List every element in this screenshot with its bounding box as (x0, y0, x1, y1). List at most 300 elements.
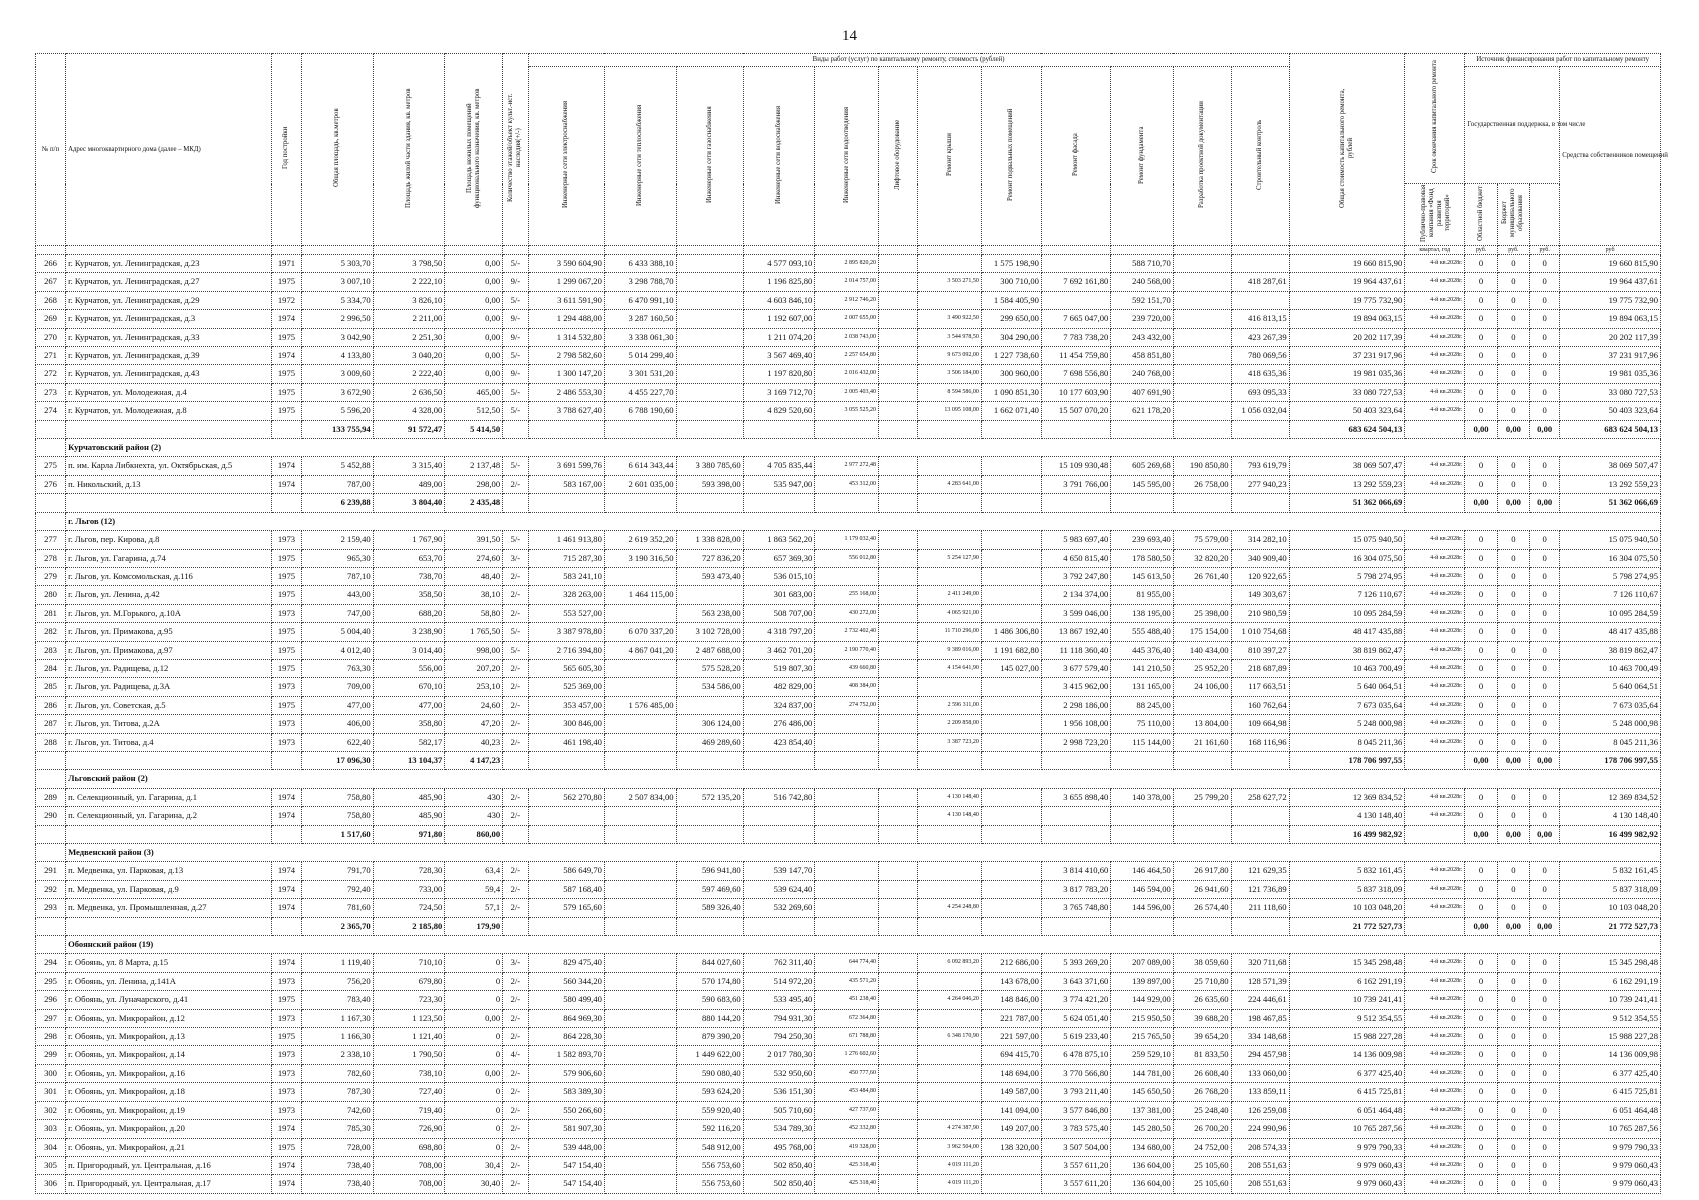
cell-address: г. Курчатов, ул. Ленинградская, д.27 (66, 273, 272, 291)
cell-fund: 0 (1465, 1175, 1497, 1193)
cell-value: 57,1 (445, 899, 503, 917)
cell-no: 270 (36, 328, 66, 346)
cell-fund: 0 (1530, 457, 1560, 475)
cell-value: 708,00 (373, 1156, 445, 1174)
unit-fund-2: руб. (1530, 246, 1560, 255)
cell-address: г. Обоянь, ул. Микрорайон, д.14 (66, 1046, 272, 1064)
cell-value: 575 528,20 (676, 659, 743, 677)
cell-fund: 0 (1530, 1101, 1560, 1119)
cell-value (604, 807, 676, 825)
table-row (36, 641, 1661, 659)
cell-value: 589 326,40 (676, 899, 743, 917)
cell-value: 10 765 287,56 (1289, 1120, 1405, 1138)
cell-value: 694 415,70 (981, 1046, 1041, 1064)
cell-value (1231, 917, 1289, 935)
table-row (36, 788, 1661, 806)
cell-value: 593 473,40 (676, 567, 743, 585)
cell-value: 555 488,40 (1111, 623, 1173, 641)
cell-fund: 0 (1465, 696, 1497, 714)
cell-value: 2 017 780,30 (743, 1046, 815, 1064)
header-work-3: Инженерные сети водоснабжения (743, 67, 815, 246)
table-row (36, 273, 1661, 291)
cell-year: 1973 (271, 972, 301, 990)
cell-floors: 5/- (503, 531, 528, 549)
cell-value (981, 678, 1041, 696)
district-heading-row (36, 512, 1661, 530)
cell-year: 1973 (271, 1064, 301, 1082)
cell-fund: 0 (1465, 586, 1497, 604)
cell-value: 3 055 525,20 (815, 402, 879, 420)
cell-value (604, 420, 676, 438)
cell-value (878, 954, 917, 972)
cell-fund: 0 (1465, 972, 1497, 990)
cell-value: 133 755,94 (301, 420, 373, 438)
cell-value (878, 347, 917, 365)
cell-fund: 0 (1465, 255, 1497, 273)
cell-value: 2 222,10 (373, 273, 445, 291)
cell-address: г. Курчатов, ул. Ленинградская, д.23 (66, 255, 272, 273)
cell-value: 3 590 604,90 (528, 255, 604, 273)
cell-floors: 5/- (503, 383, 528, 401)
cell-value: 145 650,50 (1111, 1083, 1173, 1101)
cell-year: 1975 (271, 273, 301, 291)
cell-deadline: 4-й кв.2028г. (1405, 549, 1465, 567)
district-heading-row (36, 936, 1661, 954)
table-row (36, 696, 1661, 714)
cell-value: 207 089,00 (1111, 954, 1173, 972)
cell-value: 0 (445, 1138, 503, 1156)
cell-fund: 0 (1465, 1156, 1497, 1174)
cell-year: 1975 (271, 586, 301, 604)
cell-value: 3 503 271,50 (918, 273, 982, 291)
table-row (36, 255, 1661, 273)
cell-address: г. Обоянь, ул. Микрорайон, д.19 (66, 1101, 272, 1119)
cell-fund: 0 (1497, 733, 1529, 751)
table-row (36, 954, 1661, 972)
cell-value: 175 154,00 (1173, 623, 1231, 641)
cell-value: 560 344,20 (528, 972, 604, 990)
cell-value: 782,60 (301, 1064, 373, 1082)
cell-deadline: 4-й кв.2028г. (1405, 678, 1465, 696)
cell-floors: 2/- (503, 696, 528, 714)
cell-value: 580 499,40 (528, 991, 604, 1009)
cell-no: 301 (36, 1083, 66, 1101)
cell-no: 281 (36, 604, 66, 622)
cell-value (878, 623, 917, 641)
cell-fund: 0,00 (1465, 420, 1497, 438)
cell-value: 208 551,63 (1231, 1156, 1289, 1174)
cell-value: 75 110,00 (1111, 715, 1173, 733)
cell-value: 0 (445, 1120, 503, 1138)
cell-fund: 0 (1465, 1138, 1497, 1156)
cell-value (1173, 825, 1231, 843)
cell-value: 358,80 (373, 715, 445, 733)
cell-value: 758,80 (301, 788, 373, 806)
cell-value: 1 575 198,90 (981, 255, 1041, 273)
cell-value: 7 692 161,80 (1041, 273, 1110, 291)
cell-value: 2 895 820,20 (815, 255, 879, 273)
cell-value (878, 604, 917, 622)
cell-value: 3 490 922,50 (918, 310, 982, 328)
cell-value: 445 376,40 (1111, 641, 1173, 659)
cell-fund: 0 (1530, 273, 1560, 291)
cell-year: 1974 (271, 807, 301, 825)
cell-value: 416 813,15 (1231, 310, 1289, 328)
cell-value: 3 677 579,40 (1041, 659, 1110, 677)
cell-value: 19 964 437,61 (1560, 273, 1661, 291)
cell-deadline: 4-й кв.2028г. (1405, 347, 1465, 365)
cell-year: 1975 (271, 641, 301, 659)
cell-value: 3 301 531,20 (604, 365, 676, 383)
cell-value: 25 952,20 (1173, 659, 1231, 677)
cell-value (878, 880, 917, 898)
cell-fund: 0,00 (1497, 751, 1529, 769)
cell-value: 208 574,33 (1231, 1138, 1289, 1156)
cell-value: 9 389 016,00 (918, 641, 982, 659)
cell-fund: 0 (1497, 862, 1529, 880)
cell-fund: 0 (1530, 1156, 1560, 1174)
cell-value: 0,00 (445, 291, 503, 309)
cell-fund: 0 (1530, 604, 1560, 622)
cell-fund: 0 (1465, 880, 1497, 898)
cell-address: г. Обоянь, ул. Микрорайон, д.16 (66, 1064, 272, 1082)
cell-value: 144 596,00 (1111, 899, 1173, 917)
cell-value: 208 551,63 (1231, 1175, 1289, 1193)
cell-no: 291 (36, 862, 66, 880)
cell-value: 3 380 785,60 (676, 457, 743, 475)
cell-fund: 0 (1497, 1064, 1529, 1082)
cell-value (815, 862, 879, 880)
cell-no: 295 (36, 972, 66, 990)
cell-value (815, 733, 879, 751)
cell-value: 7 698 556,80 (1041, 365, 1110, 383)
cell-value: 0 (445, 991, 503, 1009)
cell-value (676, 402, 743, 420)
header-nonres-area: Площадь нежилых помещений функционального назначения, кв. метров (445, 54, 503, 246)
cell-value: 3 102 728,00 (676, 623, 743, 641)
cell-address (66, 917, 272, 935)
cell-fund: 0 (1497, 1156, 1529, 1174)
cell-value (1173, 328, 1231, 346)
cell-value (1231, 807, 1289, 825)
cell-value: 458 851,80 (1111, 347, 1173, 365)
cell-value (878, 1156, 917, 1174)
cell-floors: 2/- (503, 475, 528, 493)
cell-fund: 0,00 (1465, 917, 1497, 935)
cell-value: 300 960,00 (981, 365, 1041, 383)
cell-value: 622,40 (301, 733, 373, 751)
cell-value: 274 752,00 (815, 696, 879, 714)
cell-value: 439 660,80 (815, 659, 879, 677)
cell-value: 3 009,60 (301, 365, 373, 383)
cell-year: 1975 (271, 402, 301, 420)
cell-value: 489,00 (373, 475, 445, 493)
cell-value: 502 850,40 (743, 1175, 815, 1193)
cell-value: 671 788,80 (815, 1028, 879, 1046)
cell-value (815, 899, 879, 917)
cell-address: г. Обоянь, ул. Луначарского, д.41 (66, 991, 272, 1009)
cell-value: 2 222,40 (373, 365, 445, 383)
cell-value: 149 303,67 (1231, 586, 1289, 604)
cell-no: 280 (36, 586, 66, 604)
cell-value: 7 126 110,67 (1289, 586, 1405, 604)
cell-value: 556 753,60 (676, 1156, 743, 1174)
cell-value (676, 383, 743, 401)
cell-address: г. Льгов, ул. Титова, д.4 (66, 733, 272, 751)
cell-value: 24,60 (445, 696, 503, 714)
cell-value: 13 104,37 (373, 751, 445, 769)
cell-value: 7 673 035,64 (1560, 696, 1661, 714)
cell-value: 1 294 488,00 (528, 310, 604, 328)
table-row (36, 1175, 1661, 1193)
cell-floors: 2/- (503, 1156, 528, 1174)
cell-no: 284 (36, 659, 66, 677)
cell-fund: 0 (1465, 567, 1497, 585)
cell-value: 2 798 582,60 (528, 347, 604, 365)
cell-value: 243 432,00 (1111, 328, 1173, 346)
cell-deadline: 4-й кв.2028г. (1405, 1175, 1465, 1193)
cell-value: 30,4 (445, 1156, 503, 1174)
cell-value: 2 411 249,00 (918, 586, 982, 604)
cell-year (271, 825, 301, 843)
cell-value: 715 287,30 (528, 549, 604, 567)
cell-value: 418 635,36 (1231, 365, 1289, 383)
cell-value: 75 579,00 (1173, 531, 1231, 549)
cell-value: 4 012,40 (301, 641, 373, 659)
cell-value: 535 947,00 (743, 475, 815, 493)
cell-year: 1974 (271, 954, 301, 972)
cell-value: 679,80 (373, 972, 445, 990)
cell-value: 4 133,80 (301, 347, 373, 365)
cell-floors: 2/- (503, 1138, 528, 1156)
cell-value (878, 567, 917, 585)
cell-fund: 0 (1497, 291, 1529, 309)
cell-no: 286 (36, 696, 66, 714)
cell-year: 1974 (271, 1156, 301, 1174)
cell-fund: 0 (1497, 807, 1529, 825)
cell-year: 1974 (271, 1120, 301, 1138)
cell-value: 109 664,98 (1231, 715, 1289, 733)
cell-value: 719,40 (373, 1101, 445, 1119)
cell-value: 477,00 (373, 696, 445, 714)
cell-value: 13 292 559,23 (1560, 475, 1661, 493)
cell-value (981, 604, 1041, 622)
cell-floors: 5/- (503, 457, 528, 475)
cell-value: 787,30 (301, 1083, 373, 1101)
table-row (36, 328, 1661, 346)
cell-floors: 9/- (503, 328, 528, 346)
cell-deadline: 4-й кв.2028г. (1405, 1156, 1465, 1174)
cell-value (676, 255, 743, 273)
cell-value: 7 673 035,64 (1289, 696, 1405, 714)
cell-value: 579 906,60 (528, 1064, 604, 1082)
cell-floors (503, 751, 528, 769)
cell-value: 864 969,30 (528, 1009, 604, 1027)
cell-deadline (1405, 751, 1465, 769)
cell-deadline: 4-й кв.2028г. (1405, 586, 1465, 604)
cell-fund: 0 (1465, 1120, 1497, 1138)
cell-value: 3 655 898,40 (1041, 788, 1110, 806)
cell-value: 160 762,64 (1231, 696, 1289, 714)
cell-value (981, 899, 1041, 917)
cell-value: 4 130 148,40 (918, 788, 982, 806)
cell-value (1173, 365, 1231, 383)
cell-value (878, 1101, 917, 1119)
cell-value: 1 276 602,60 (815, 1046, 879, 1064)
cell-no: 294 (36, 954, 66, 972)
cell-value: 1 863 562,20 (743, 531, 815, 549)
cell-fund: 0 (1465, 328, 1497, 346)
cell-value: 15 109 930,48 (1041, 457, 1110, 475)
cell-value: 688,20 (373, 604, 445, 622)
cell-value (878, 420, 917, 438)
cell-value: 1 767,90 (373, 531, 445, 549)
cell-value: 738,10 (373, 1064, 445, 1082)
cell-value (981, 475, 1041, 493)
cell-value: 532 269,60 (743, 899, 815, 917)
cell-value: 565 605,30 (528, 659, 604, 677)
cell-value: 50 403 323,64 (1560, 402, 1661, 420)
cell-value (604, 972, 676, 990)
cell-value: 314 282,10 (1231, 531, 1289, 549)
cell-value (878, 1009, 917, 1027)
cell-value: 15 988 227,28 (1560, 1028, 1661, 1046)
cell-value (878, 1138, 917, 1156)
cell-value (604, 825, 676, 843)
cell-value (1231, 494, 1289, 512)
cell-address: г. Льгов, пер. Кирова, д.8 (66, 531, 272, 549)
cell-value: 6 051 464,48 (1560, 1101, 1661, 1119)
cell-value: 5 798 274,95 (1289, 567, 1405, 585)
cell-value: 583 167,00 (528, 475, 604, 493)
cell-value: 461 198,40 (528, 733, 604, 751)
cell-value: 6 377 425,40 (1289, 1064, 1405, 1082)
cell-value: 590 683,60 (676, 991, 743, 1009)
cell-value (604, 659, 676, 677)
cell-fund: 0 (1497, 991, 1529, 1009)
cell-year: 1973 (271, 531, 301, 549)
cell-fund: 0,00 (1497, 825, 1529, 843)
cell-floors: 9/- (503, 365, 528, 383)
cell-value (743, 807, 815, 825)
cell-value: 1 166,30 (301, 1028, 373, 1046)
cell-value: 298,00 (445, 475, 503, 493)
cell-value: 710,10 (373, 954, 445, 972)
cell-value: 738,40 (301, 1156, 373, 1174)
table-row (36, 972, 1661, 990)
cell-value: 2 298 186,00 (1041, 696, 1110, 714)
cell-value: 1 765,50 (445, 623, 503, 641)
cell-value (878, 365, 917, 383)
cell-value: 11 710 296,00 (918, 623, 982, 641)
cell-fund: 0 (1530, 641, 1560, 659)
cell-value (1041, 825, 1110, 843)
cell-no (36, 494, 66, 512)
cell-deadline: 4-й кв.2028г. (1405, 1083, 1465, 1101)
cell-value: 1 464 115,00 (604, 586, 676, 604)
cell-value: 971,80 (373, 825, 445, 843)
cell-value: 1 056 032,04 (1231, 402, 1289, 420)
cell-value: 240 568,00 (1111, 273, 1173, 291)
cell-value: 10 463 700,49 (1289, 659, 1405, 677)
cell-value: 592 151,70 (1111, 291, 1173, 309)
cell-value: 1 662 071,40 (981, 402, 1041, 420)
cell-fund: 0 (1465, 383, 1497, 401)
cell-value: 10 103 048,20 (1289, 899, 1405, 917)
cell-value: 2 251,30 (373, 328, 445, 346)
cell-value: 780 069,56 (1231, 347, 1289, 365)
cell-fund: 0 (1530, 328, 1560, 346)
cell-value: 516 742,80 (743, 788, 815, 806)
cell-value: 587 168,40 (528, 880, 604, 898)
cell-value: 4 455 227,70 (604, 383, 676, 401)
cell-value (1173, 494, 1231, 512)
cell-value: 3 007,10 (301, 273, 373, 291)
table-row (36, 1028, 1661, 1046)
cell-value: 1 192 607,00 (743, 310, 815, 328)
cell-value: 9 512 354,55 (1289, 1009, 1405, 1027)
table-row (36, 365, 1661, 383)
cell-value: 3 238,90 (373, 623, 445, 641)
cell-value: 6 162 291,19 (1289, 972, 1405, 990)
cell-value: 178 706 997,55 (1289, 751, 1405, 769)
cell-value: 1 010 754,68 (1231, 623, 1289, 641)
cell-fund: 0 (1530, 678, 1560, 696)
cell-year: 1974 (271, 347, 301, 365)
header-work-7: Ремонт подвальных помещений (981, 67, 1041, 246)
unit-deadline: квартал, год (1405, 246, 1465, 255)
cell-value: 742,60 (301, 1101, 373, 1119)
cell-value (981, 531, 1041, 549)
cell-value: 435 571,20 (815, 972, 879, 990)
cell-fund: 0 (1497, 1046, 1529, 1064)
cell-deadline: 4-й кв.2028г. (1405, 623, 1465, 641)
cell-value: 3 387 978,80 (528, 623, 604, 641)
cell-year: 1973 (271, 678, 301, 696)
cell-value: 1 191 682,80 (981, 641, 1041, 659)
cell-value: 556 012,80 (815, 549, 879, 567)
cell-value (604, 880, 676, 898)
cell-value: 25 398,00 (1173, 604, 1231, 622)
cell-value (1173, 917, 1231, 935)
cell-value (981, 788, 1041, 806)
cell-value: 758,80 (301, 807, 373, 825)
cell-year: 1974 (271, 788, 301, 806)
cell-value: 683 624 504,13 (1289, 420, 1405, 438)
cell-value: 19 775 732,90 (1289, 291, 1405, 309)
cell-fund: 0 (1530, 291, 1560, 309)
cell-no: 287 (36, 715, 66, 733)
cell-floors: 2/- (503, 567, 528, 585)
cell-value (918, 494, 982, 512)
cell-value: 4 147,23 (445, 751, 503, 769)
cell-fund: 0 (1530, 567, 1560, 585)
cell-value: 255 168,00 (815, 586, 879, 604)
cell-value: 133 859,11 (1231, 1083, 1289, 1101)
cell-year: 1975 (271, 623, 301, 641)
cell-value: 593 398,00 (676, 475, 743, 493)
cell-fund: 0 (1465, 1083, 1497, 1101)
cell-value: 1 090 851,30 (981, 383, 1041, 401)
cell-value: 9 512 354,55 (1560, 1009, 1661, 1027)
cell-value (676, 807, 743, 825)
cell-address: г. Льгов, ул. М.Горького, д.10А (66, 604, 272, 622)
cell-address: г. Обоянь, ул. 8 Марта, д.15 (66, 954, 272, 972)
cell-deadline: 4-й кв.2028г. (1405, 273, 1465, 291)
cell-value: 48 417 435,88 (1289, 623, 1405, 641)
cell-fund: 0 (1530, 659, 1560, 677)
table-row (36, 1138, 1661, 1156)
